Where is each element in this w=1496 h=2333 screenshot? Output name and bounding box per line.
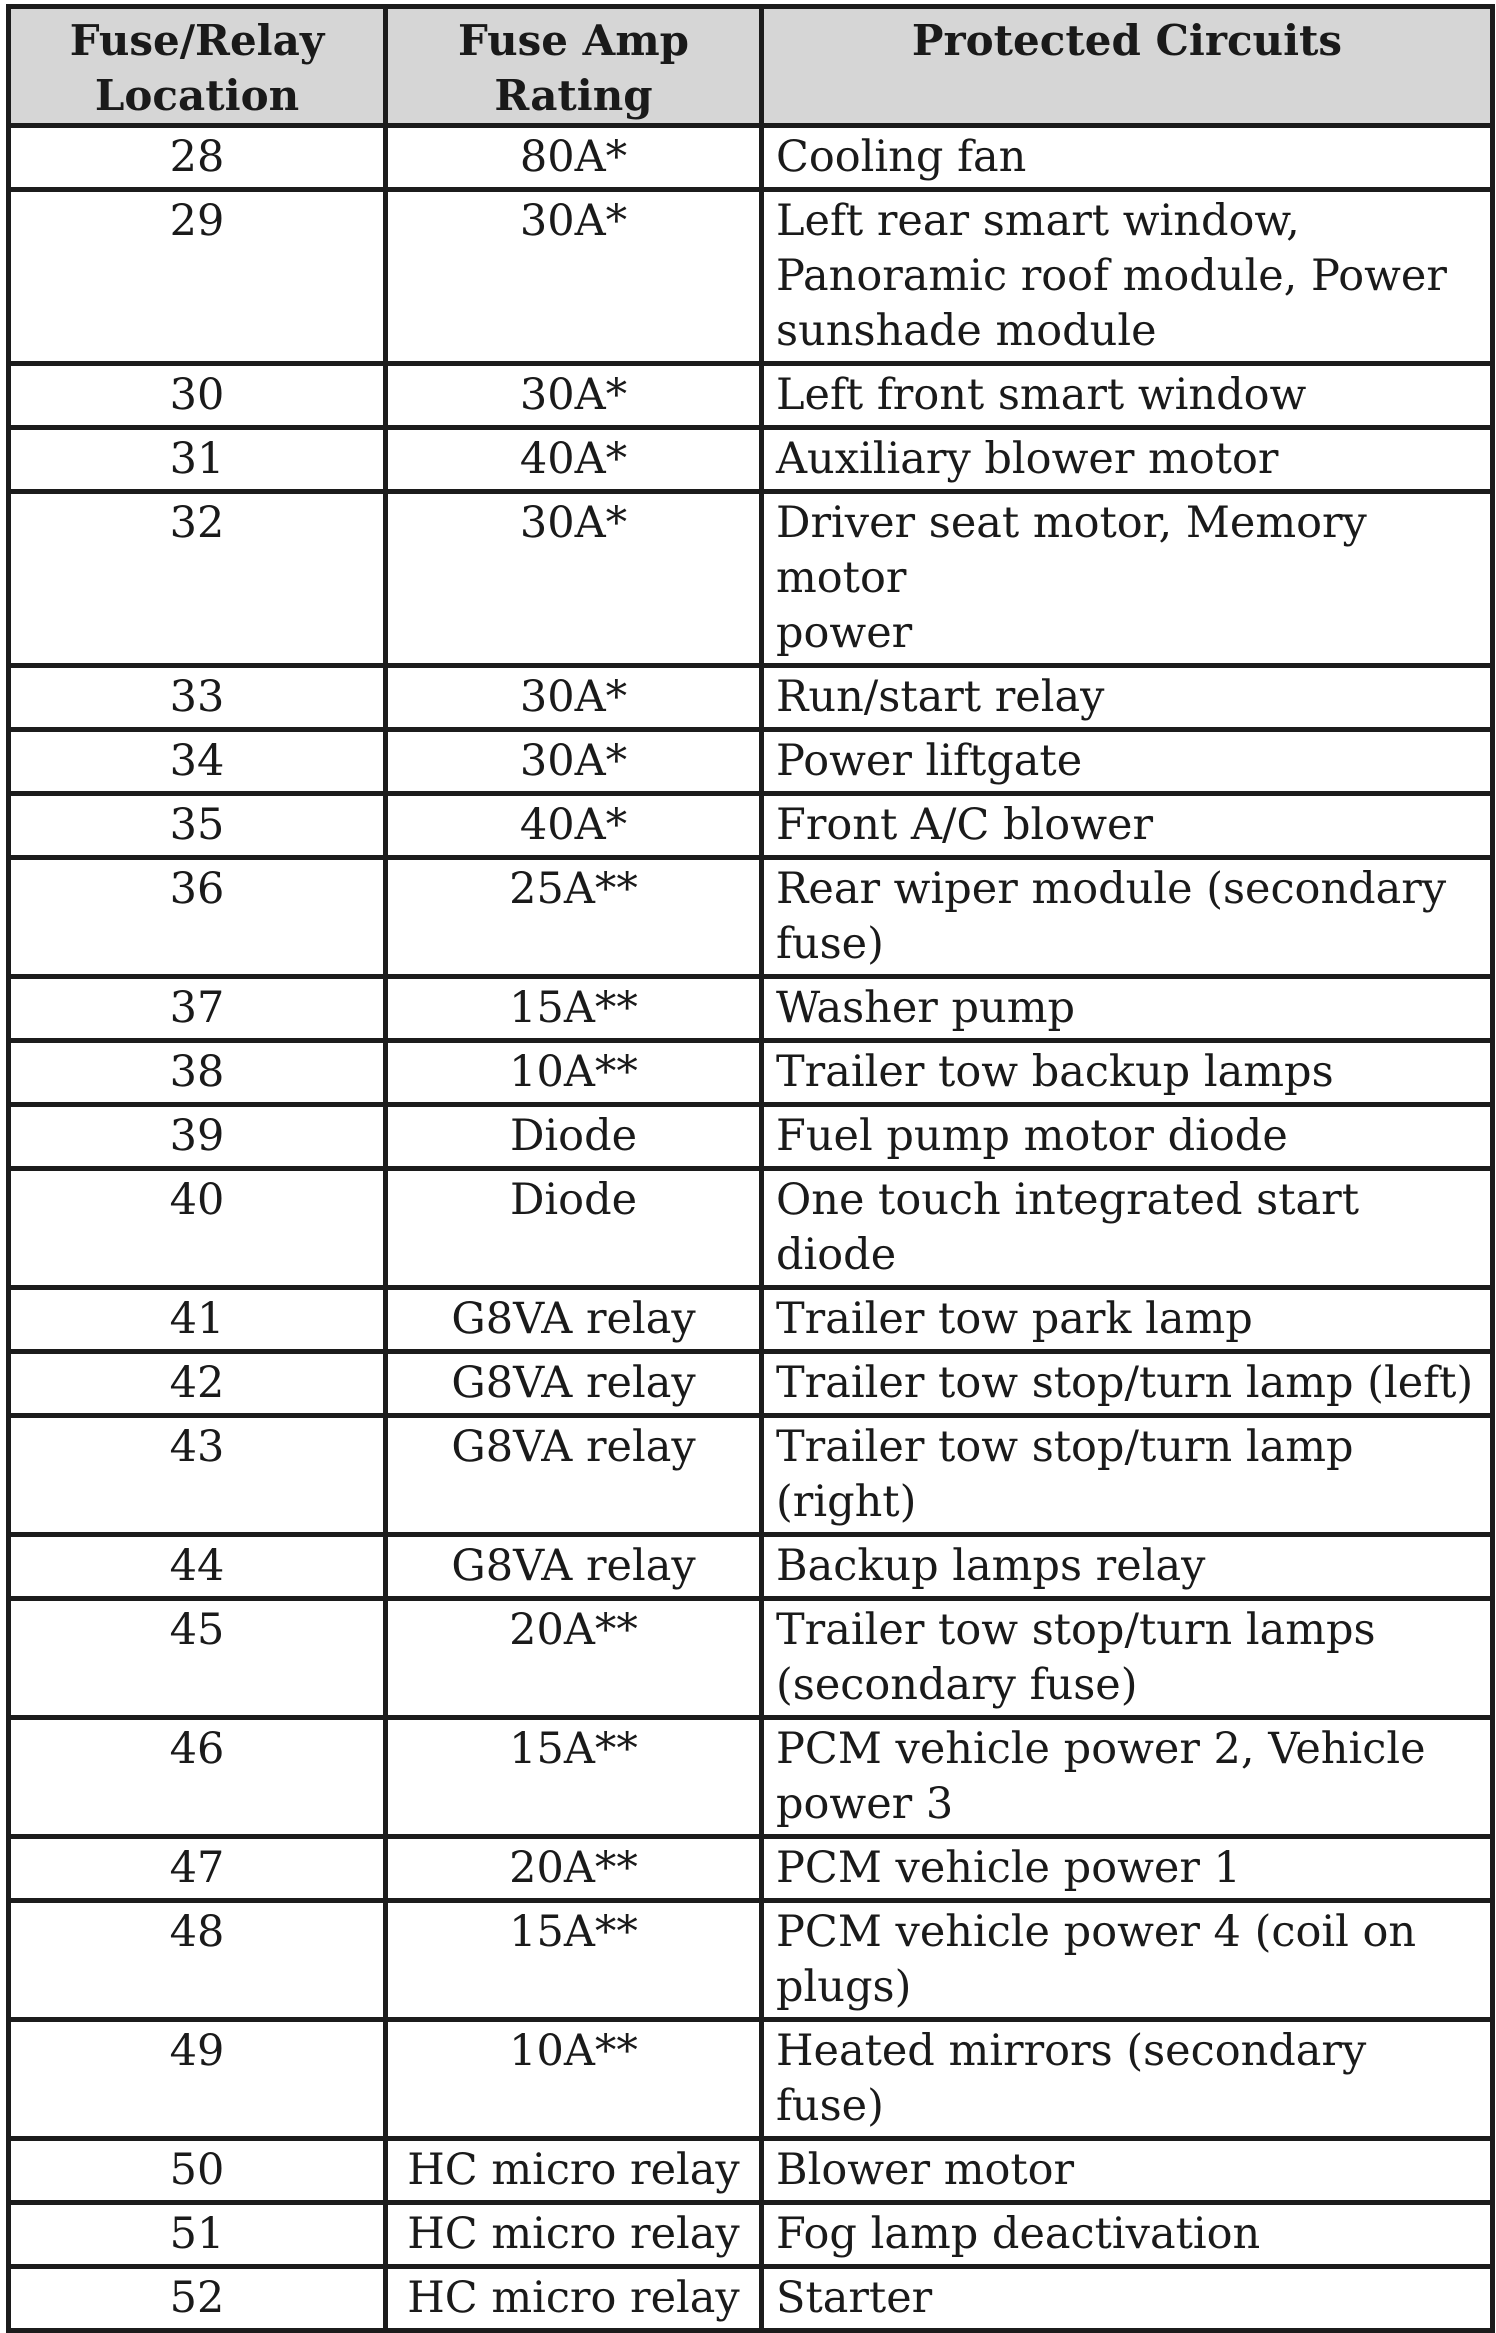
- circuits-cell: [762, 730, 1493, 794]
- circuits-cell: [762, 364, 1493, 428]
- table-row: [9, 2139, 1493, 2203]
- table-header: [9, 7, 1493, 126]
- location-cell: 38: [9, 1041, 386, 1105]
- location-cell: 52: [9, 2267, 386, 2331]
- location-cell: 28: [9, 126, 386, 190]
- circuit-line: plugs): [776, 1962, 912, 2012]
- circuit-line: power 3: [776, 1779, 954, 1829]
- rating-cell: 30A*: [386, 492, 762, 666]
- circuit-line: Fog lamp deactivation: [776, 2209, 1261, 2259]
- circuit-line: Run/start relay: [776, 672, 1105, 722]
- table-row: [9, 364, 1493, 428]
- circuits-cell: [762, 1041, 1493, 1105]
- circuit-line: Trailer tow park lamp: [776, 1294, 1253, 1344]
- table-row: [9, 730, 1493, 794]
- table-row: [9, 1837, 1493, 1901]
- circuits-cell: [762, 1718, 1493, 1837]
- circuit-line: PCM vehicle power 1: [776, 1843, 1241, 1893]
- location-cell: 36: [9, 858, 386, 977]
- location-cell: 46: [9, 1718, 386, 1837]
- location-cell: 29: [9, 190, 386, 364]
- rating-cell: Diode: [386, 1169, 762, 1288]
- rating-cell: 15A**: [386, 1901, 762, 2020]
- table-row: [9, 190, 1493, 364]
- circuit-line: Heated mirrors (secondary fuse): [776, 2026, 1367, 2131]
- circuits-cell: [762, 1535, 1493, 1599]
- location-cell: 37: [9, 977, 386, 1041]
- rating-cell: 30A*: [386, 364, 762, 428]
- location-cell: 42: [9, 1352, 386, 1416]
- location-cell: 43: [9, 1416, 386, 1535]
- location-cell: 50: [9, 2139, 386, 2203]
- rating-cell: 30A*: [386, 730, 762, 794]
- location-cell: 40: [9, 1169, 386, 1288]
- rating-cell: 20A**: [386, 1599, 762, 1718]
- circuits-cell: [762, 190, 1493, 364]
- circuits-cell: [762, 977, 1493, 1041]
- circuits-cell: [762, 1288, 1493, 1352]
- table-row: [9, 858, 1493, 977]
- rating-cell: 15A**: [386, 977, 762, 1041]
- table-row: [9, 1041, 1493, 1105]
- circuit-line: PCM vehicle power 2, Vehicle: [776, 1724, 1426, 1774]
- location-cell: 32: [9, 492, 386, 666]
- circuit-line: Trailer tow stop/turn lamp (left): [776, 1358, 1474, 1408]
- circuit-line: Trailer tow stop/turn lamp (right): [776, 1422, 1354, 1527]
- circuit-line: One touch integrated start diode: [776, 1175, 1359, 1280]
- rating-cell: 25A**: [386, 858, 762, 977]
- location-cell: 31: [9, 428, 386, 492]
- rating-cell: HC micro relay: [386, 2267, 762, 2331]
- circuits-cell: [762, 858, 1493, 977]
- circuit-line: sunshade module: [776, 306, 1157, 356]
- header-circuits: [762, 7, 1493, 126]
- location-cell: 51: [9, 2203, 386, 2267]
- table-row: [9, 2203, 1493, 2267]
- table-row: [9, 1352, 1493, 1416]
- circuit-line: Trailer tow stop/turn lamps: [776, 1605, 1376, 1655]
- table-row: [9, 1416, 1493, 1535]
- circuits-cell: [762, 1416, 1493, 1535]
- rating-cell: HC micro relay: [386, 2203, 762, 2267]
- header-location-line: Fuse/Relay: [69, 16, 325, 65]
- circuit-line: Power liftgate: [776, 736, 1083, 786]
- rating-cell: G8VA relay: [386, 1416, 762, 1535]
- rating-cell: 15A**: [386, 1718, 762, 1837]
- circuits-cell: [762, 428, 1493, 492]
- rating-cell: G8VA relay: [386, 1352, 762, 1416]
- rating-cell: HC micro relay: [386, 2139, 762, 2203]
- circuit-line: Washer pump: [776, 983, 1076, 1033]
- table-row: [9, 1288, 1493, 1352]
- circuits-cell: [762, 794, 1493, 858]
- circuits-cell: [762, 666, 1493, 730]
- circuit-line: power: [776, 608, 913, 658]
- header-circuits-line: Protected Circuits: [911, 16, 1343, 65]
- circuit-line: Fuel pump motor diode: [776, 1111, 1288, 1161]
- rating-cell: G8VA relay: [386, 1535, 762, 1599]
- circuits-cell: [762, 1837, 1493, 1901]
- location-cell: 48: [9, 1901, 386, 2020]
- table-row: [9, 977, 1493, 1041]
- header-row: [9, 7, 1493, 126]
- circuits-cell: [762, 2267, 1493, 2331]
- table-row: [9, 666, 1493, 730]
- circuits-cell: [762, 2139, 1493, 2203]
- circuits-cell: [762, 126, 1493, 190]
- location-cell: 35: [9, 794, 386, 858]
- circuits-cell: [762, 2020, 1493, 2139]
- location-cell: 41: [9, 1288, 386, 1352]
- header-location-line: Location: [94, 71, 300, 120]
- circuit-line: PCM vehicle power 4 (coil on: [776, 1907, 1417, 1957]
- location-cell: 30: [9, 364, 386, 428]
- table-row: [9, 1718, 1493, 1837]
- rating-cell: 80A*: [386, 126, 762, 190]
- circuit-line: Blower motor: [776, 2145, 1075, 2195]
- circuit-line: Starter: [776, 2273, 933, 2323]
- circuit-line: Trailer tow backup lamps: [776, 1047, 1334, 1097]
- rating-cell: 30A*: [386, 666, 762, 730]
- location-cell: 45: [9, 1599, 386, 1718]
- location-cell: 44: [9, 1535, 386, 1599]
- location-cell: 33: [9, 666, 386, 730]
- circuits-cell: [762, 1599, 1493, 1718]
- circuit-line: Cooling fan: [776, 132, 1027, 182]
- circuits-cell: [762, 1169, 1493, 1288]
- location-cell: 49: [9, 2020, 386, 2139]
- fuse-relay-table-container: [6, 4, 1490, 2333]
- table-row: [9, 1169, 1493, 1288]
- header-rating-line: Fuse Amp: [458, 16, 689, 65]
- table-row: [9, 428, 1493, 492]
- circuit-line: fuse): [776, 919, 884, 969]
- header-rating-line: Rating: [494, 71, 653, 120]
- rating-cell: 30A*: [386, 190, 762, 364]
- circuit-line: Front A/C blower: [776, 800, 1154, 850]
- circuit-line: Left rear smart window,: [776, 196, 1300, 246]
- table-row: [9, 2267, 1493, 2331]
- circuit-line: Driver seat motor, Memory motor: [776, 498, 1367, 603]
- table-body: [9, 126, 1493, 2331]
- rating-cell: 10A**: [386, 1041, 762, 1105]
- circuits-cell: [762, 492, 1493, 666]
- circuit-line: Panoramic roof module, Power: [776, 251, 1447, 301]
- location-cell: 34: [9, 730, 386, 794]
- circuits-cell: [762, 1352, 1493, 1416]
- circuits-cell: [762, 2203, 1493, 2267]
- header-rating: [386, 7, 762, 126]
- rating-cell: Diode: [386, 1105, 762, 1169]
- location-cell: 39: [9, 1105, 386, 1169]
- table-row: [9, 126, 1493, 190]
- table-row: [9, 794, 1493, 858]
- table-row: [9, 1599, 1493, 1718]
- rating-cell: 10A**: [386, 2020, 762, 2139]
- table-row: [9, 2020, 1493, 2139]
- circuit-line: Backup lamps relay: [776, 1541, 1206, 1591]
- table-row: [9, 492, 1493, 666]
- circuit-line: Auxiliary blower motor: [776, 434, 1279, 484]
- circuit-line: Left front smart window: [776, 370, 1307, 420]
- table-row: [9, 1535, 1493, 1599]
- location-cell: 47: [9, 1837, 386, 1901]
- rating-cell: 40A*: [386, 794, 762, 858]
- rating-cell: G8VA relay: [386, 1288, 762, 1352]
- rating-cell: 40A*: [386, 428, 762, 492]
- table-row: [9, 1105, 1493, 1169]
- fuse-relay-table: [6, 4, 1495, 2333]
- circuit-line: Rear wiper module (secondary: [776, 864, 1447, 914]
- circuits-cell: [762, 1105, 1493, 1169]
- header-location: [9, 7, 386, 126]
- circuit-line: (secondary fuse): [776, 1660, 1138, 1710]
- rating-cell: 20A**: [386, 1837, 762, 1901]
